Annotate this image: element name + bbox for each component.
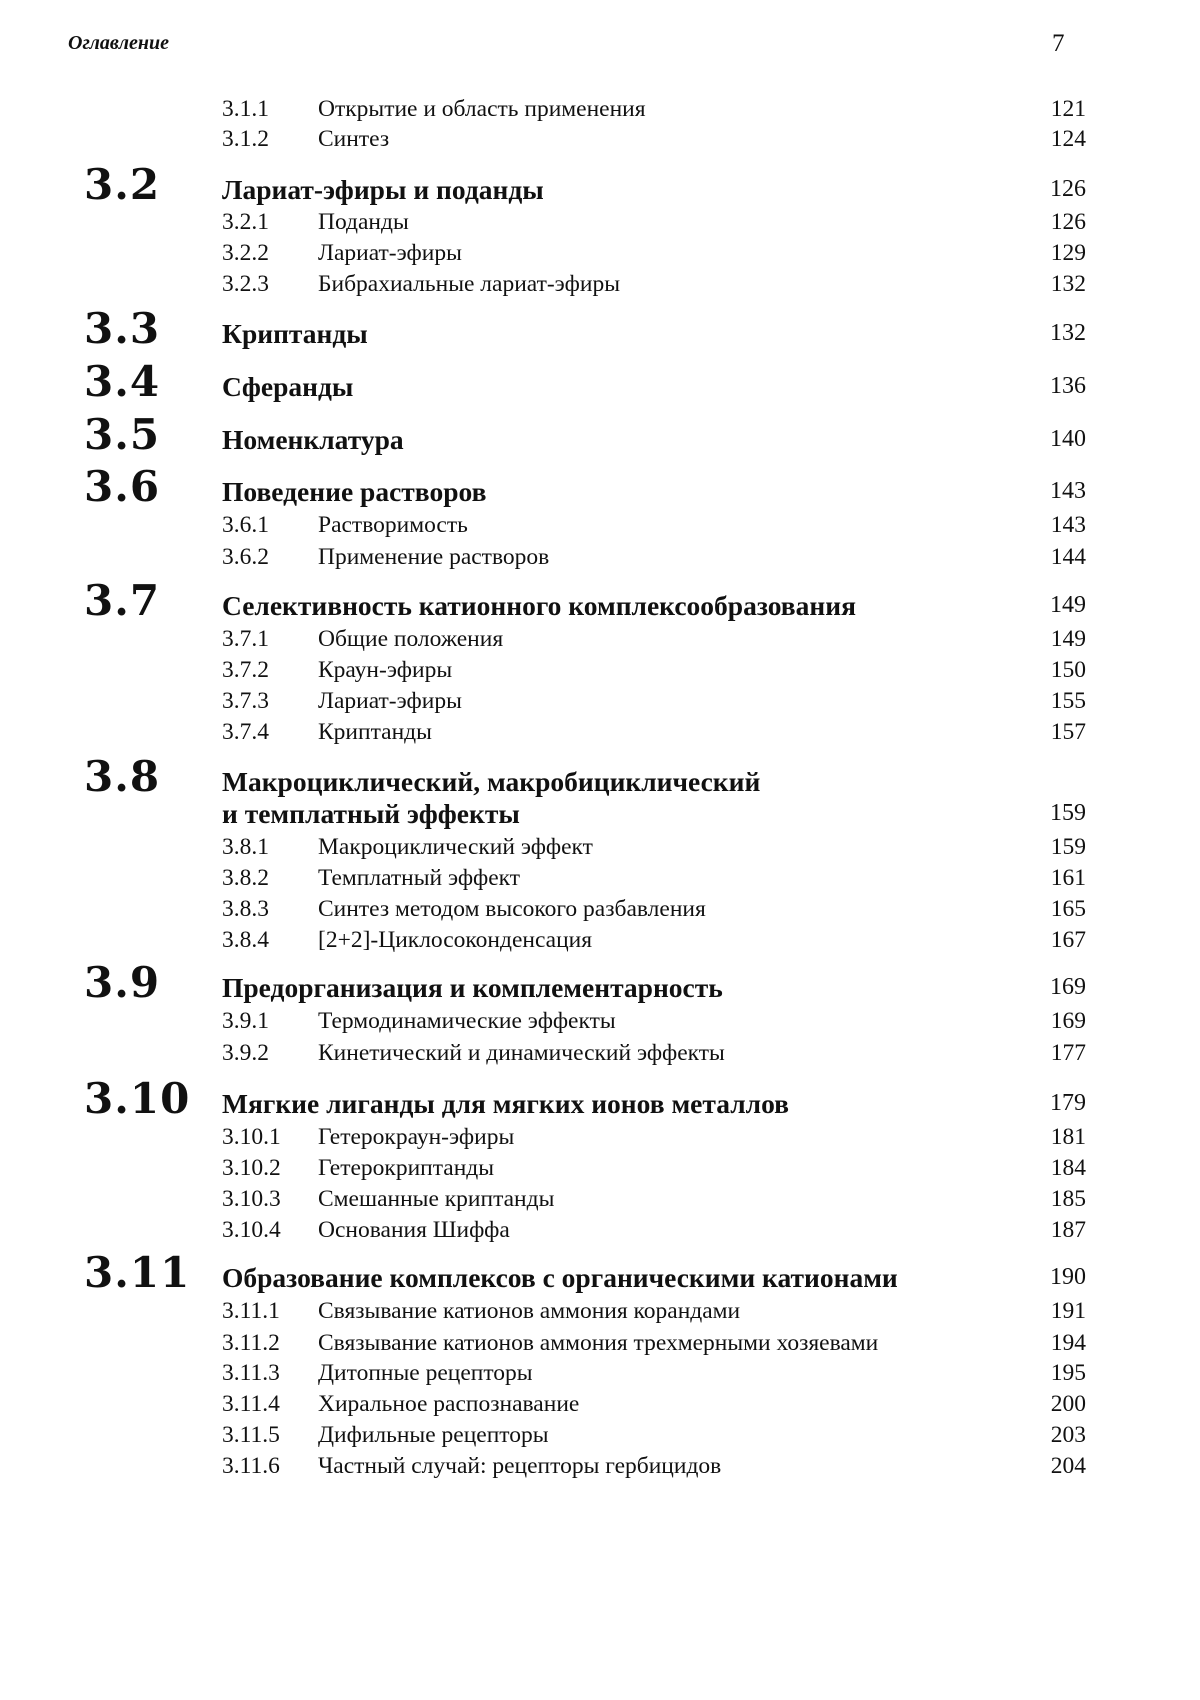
section-title: Предорганизация и комплементарность (222, 972, 723, 1003)
page-ref: 185 (1050, 1186, 1086, 1212)
subsection-title: Дифильные рецепторы (318, 1422, 549, 1448)
section-title: Криптанды (222, 318, 368, 349)
subsection-number: 3.8.1 (222, 834, 269, 860)
page-ref: 177 (1050, 1040, 1086, 1066)
section-title: Селективность катионного комплексообразования (222, 590, 856, 621)
subsection-number: 3.2.2 (222, 240, 269, 266)
subsection-title: Термодинамические эффекты (318, 1008, 616, 1034)
subsection-title: Открытие и область применения (318, 96, 646, 122)
subsection-number: 3.7.2 (222, 657, 269, 683)
subsection-title: Криптанды (318, 719, 432, 745)
subsection-title: Бибрахиальные лариат-эфиры (318, 271, 620, 297)
subsection-title: Частный случай: рецепторы гербицидов (318, 1453, 722, 1479)
page-ref: 143 (1050, 512, 1086, 538)
subsection-title: Макроциклический эффект (318, 834, 593, 860)
subsection-number: 3.9.2 (222, 1040, 269, 1066)
subsection-number: 3.11.4 (222, 1391, 280, 1417)
page-ref: 124 (1050, 126, 1086, 152)
page-ref: 194 (1050, 1330, 1086, 1356)
subsection-number: 3.8.4 (222, 927, 269, 953)
page-ref: 126 (1050, 176, 1086, 202)
page-ref: 132 (1050, 271, 1086, 297)
section-number: 3.2 (84, 160, 161, 209)
section-title: Макроциклический, макробициклический (222, 766, 761, 797)
page-ref: 169 (1050, 1008, 1086, 1034)
page-number: 7 (1052, 30, 1065, 57)
subsection-title: Поданды (318, 209, 409, 235)
page-ref: 143 (1050, 478, 1086, 504)
section-number: 3.9 (84, 958, 161, 1007)
page-ref: 149 (1050, 626, 1086, 652)
subsection-title: Темплатный эффект (318, 865, 521, 891)
subsection-number: 3.2.3 (222, 271, 269, 297)
subsection-title: Дитопные рецепторы (318, 1360, 533, 1386)
page-ref: 165 (1050, 896, 1086, 922)
page-ref: 167 (1050, 927, 1086, 953)
page-ref: 179 (1050, 1090, 1086, 1116)
subsection-title: Основания Шиффа (318, 1217, 510, 1243)
page-ref: 191 (1050, 1298, 1086, 1324)
subsection-number: 3.11.5 (222, 1422, 280, 1448)
subsection-number: 3.6.1 (222, 512, 269, 538)
subsection-title: Применение растворов (318, 544, 550, 570)
subsection-number: 3.10.2 (222, 1155, 281, 1181)
subsection-number: 3.2.1 (222, 209, 269, 235)
section-number: 3.10 (84, 1074, 191, 1123)
page-ref: 161 (1050, 865, 1086, 891)
subsection-number: 3.10.4 (222, 1217, 281, 1243)
subsection-number: 3.1.2 (222, 126, 269, 152)
page-ref: 132 (1050, 320, 1086, 346)
page-ref: 157 (1050, 719, 1086, 745)
subsection-title: Смешанные криптанды (318, 1186, 555, 1212)
subsection-number: 3.9.1 (222, 1008, 269, 1034)
page-ref: 195 (1050, 1360, 1086, 1386)
running-title: Оглавление (68, 32, 170, 54)
subsection-number: 3.11.3 (222, 1360, 280, 1386)
page-ref: 200 (1050, 1391, 1086, 1417)
page-ref: 190 (1050, 1264, 1086, 1290)
page-ref: 204 (1050, 1453, 1086, 1479)
section-number: 3.7 (84, 576, 161, 625)
page-ref: 159 (1050, 800, 1086, 826)
section-number: 3.11 (84, 1248, 191, 1297)
section-number: 3.5 (84, 410, 161, 459)
page-ref: 144 (1050, 544, 1086, 570)
subsection-number: 3.8.3 (222, 896, 269, 922)
subsection-number: 3.11.2 (222, 1330, 280, 1356)
page-ref: 181 (1050, 1124, 1086, 1150)
subsection-title: Связывание катионов аммония корандами (318, 1298, 741, 1324)
subsection-title: Кинетический и динамический эффекты (318, 1040, 725, 1066)
section-title: Номенклатура (222, 424, 404, 455)
section-number: 3.4 (84, 357, 161, 406)
subsection-title: Синтез методом высокого разбавления (318, 896, 706, 922)
subsection-title: [2+2]-Циклосоконденсация (318, 927, 593, 953)
page-ref: 121 (1050, 96, 1086, 122)
subsection-title: Растворимость (318, 512, 468, 538)
page-ref: 155 (1050, 688, 1086, 714)
page-ref: 184 (1050, 1155, 1086, 1181)
section-number: 3.3 (84, 304, 161, 353)
section-title: Сферанды (222, 371, 354, 402)
subsection-title: Гетерокриптанды (318, 1155, 495, 1181)
subsection-title: Гетерокраун-эфиры (318, 1124, 515, 1150)
subsection-number: 3.10.3 (222, 1186, 281, 1212)
page-ref: 169 (1050, 974, 1086, 1000)
page-ref: 203 (1050, 1422, 1086, 1448)
subsection-title: Хиральное распознавание (318, 1391, 580, 1417)
subsection-number: 3.11.6 (222, 1453, 280, 1479)
page-ref: 187 (1050, 1217, 1086, 1243)
section-title-line-2: и темплатный эффекты (222, 798, 520, 829)
page-ref: 129 (1050, 240, 1086, 266)
section-number: 3.8 (84, 752, 161, 801)
subsection-number: 3.7.3 (222, 688, 269, 714)
subsection-number: 3.8.2 (222, 865, 269, 891)
subsection-number: 3.7.4 (222, 719, 269, 745)
page-ref: 140 (1050, 426, 1086, 452)
subsection-number: 3.6.2 (222, 544, 269, 570)
section-title: Образование комплексов с органическими катионами (222, 1262, 898, 1293)
section-title: Лариат-эфиры и поданды (222, 174, 544, 205)
subsection-number: 3.11.1 (222, 1298, 280, 1324)
subsection-title: Синтез (318, 126, 390, 152)
subsection-title: Связывание катионов аммония трехмерными хозяевами (318, 1330, 879, 1356)
subsection-number: 3.10.1 (222, 1124, 281, 1150)
section-title: Поведение растворов (222, 476, 487, 507)
subsection-title: Общие положения (318, 626, 504, 652)
page-ref: 149 (1050, 592, 1086, 618)
page-ref: 150 (1050, 657, 1086, 683)
subsection-title: Лариат-эфиры (318, 688, 462, 714)
page-ref: 126 (1050, 209, 1086, 235)
subsection-title: Краун-эфиры (318, 657, 453, 683)
section-title: Мягкие лиганды для мягких ионов металлов (222, 1088, 789, 1119)
subsection-title: Лариат-эфиры (318, 240, 462, 266)
page-ref: 136 (1050, 373, 1086, 399)
subsection-number: 3.7.1 (222, 626, 269, 652)
section-number: 3.6 (84, 462, 161, 511)
subsection-number: 3.1.1 (222, 96, 269, 122)
page-ref: 159 (1050, 834, 1086, 860)
